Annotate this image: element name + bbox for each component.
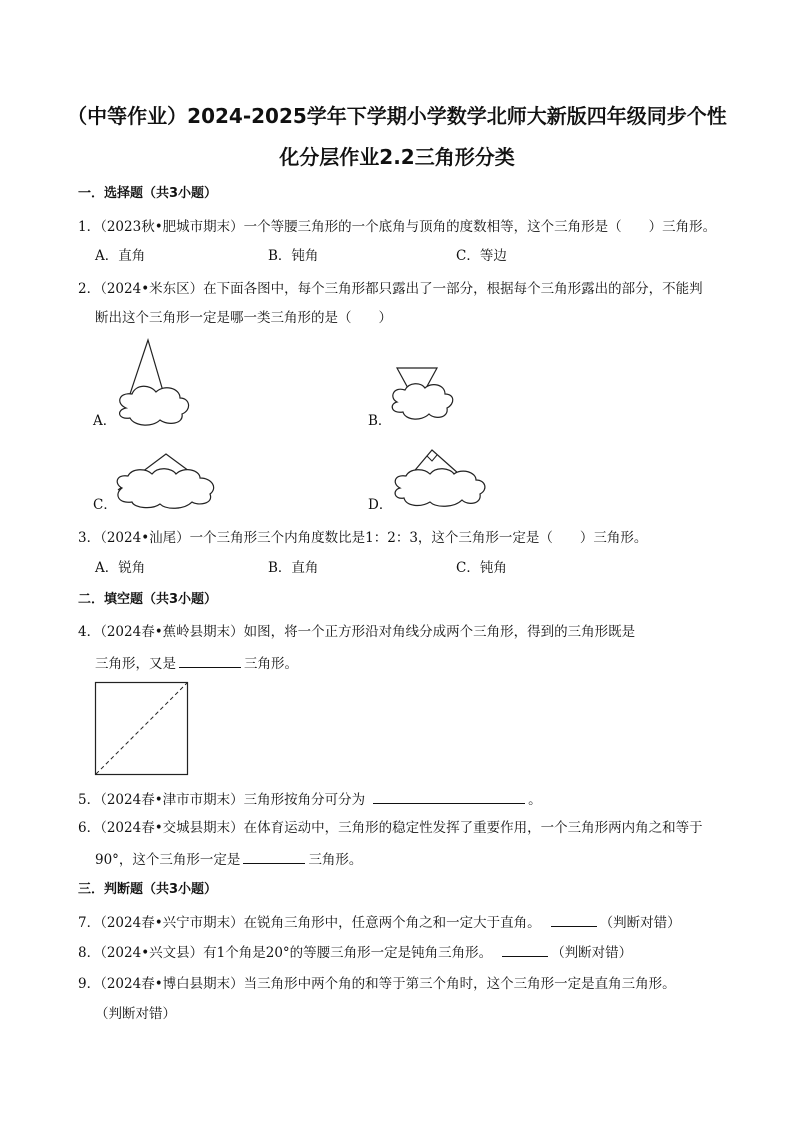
question-6-answer-blank[interactable] xyxy=(243,849,305,864)
question-2-figure-c xyxy=(112,452,222,510)
question-1-option-b: B．钝角 xyxy=(268,248,319,264)
question-9-text-line-1: 9．（2024春•博白县期末）当三角形中两个角的和等于第三个角时，这个三角形一定是直角三角形。 xyxy=(78,976,676,992)
question-2-label-b: B． xyxy=(368,413,392,429)
question-8-answer-blank[interactable] xyxy=(502,942,548,957)
question-1-option-c: C．等边 xyxy=(456,248,507,264)
question-4-text-line-1: 4．（2024春•蕉岭县期末）如图，将一个正方形沿对角线分成两个三角形，得到的三角形既是 xyxy=(78,624,636,640)
question-5-text-b: 。 xyxy=(528,792,542,808)
question-2-figure-b xyxy=(385,362,475,432)
question-2-text-line-1: 2．（2024•米东区）在下面各图中，每个三角形都只露出了一部分，根据每个三角形露出的部分，不能判 xyxy=(78,281,703,297)
question-4-answer-blank[interactable] xyxy=(179,653,241,668)
question-6-text-b: 三角形。 xyxy=(308,852,363,868)
question-4-square-figure xyxy=(95,682,189,776)
section-heading-fill: 二．填空题（共3小题） xyxy=(78,592,218,607)
section-heading-judge: 三．判断题（共3小题） xyxy=(78,882,218,897)
question-6-text-line-2 xyxy=(95,849,362,869)
question-1-text: 1．（2023秋•肥城市期末）一个等腰三角形的一个底角与顶角的度数相等，这个三角形是（ ）三角形。 xyxy=(78,219,717,235)
section-heading-choice: 一．选择题（共3小题） xyxy=(78,186,218,201)
question-2-figure-d xyxy=(390,444,490,510)
question-5-answer-blank[interactable] xyxy=(373,789,525,804)
question-6-text-line-1: 6．（2024春•交城县期末）在体育运动中，三角形的稳定性发挥了重要作用，一个三角形两内角之和等于 xyxy=(78,820,703,836)
question-4-text-b: 三角形。 xyxy=(244,656,298,672)
question-8-text-b: （判断对错） xyxy=(551,945,633,961)
question-8-text xyxy=(78,942,632,962)
question-7-text xyxy=(78,912,681,932)
question-8-text-a: 8．（2024•兴文县）有1个角是20°的等腰三角形一定是钝角三角形。 xyxy=(78,945,493,961)
question-4-text-a: 三角形，又是 xyxy=(95,656,176,672)
question-2-text-line-2: 断出这个三角形一定是哪一类三角形的是（ ） xyxy=(95,310,392,326)
question-1-option-a: A．直角 xyxy=(95,248,146,264)
question-2-label-c: C． xyxy=(93,497,117,513)
question-5-text-a: 5．（2024春•津市市期末）三角形按角分可分为 xyxy=(78,792,366,808)
question-2-label-a: A． xyxy=(93,413,117,429)
question-3-text: 3．（2024•汕尾）一个三角形三个内角度数比是1：2：3，这个三角形一定是（ ）三角形。 xyxy=(78,530,648,546)
document-title-line-2: 化分层作业2.2三角形分类 xyxy=(279,145,515,169)
question-4-text-line-2 xyxy=(95,653,298,673)
question-3-option-a: A．锐角 xyxy=(95,560,146,576)
question-7-text-b: （判断对错） xyxy=(599,915,681,931)
question-2-label-d: D． xyxy=(368,497,393,513)
question-9-text-line-2: （判断对错） xyxy=(95,1006,176,1022)
question-2-figure-a xyxy=(110,338,200,428)
question-3-option-c: C．钝角 xyxy=(456,560,507,576)
document-title-line-1: （中等作业）2024-2025学年下学期小学数学北师大新版四年级同步个性 xyxy=(67,104,727,128)
question-7-text-a: 7．（2024春•兴宁市期末）在锐角三角形中，任意两个角之和一定大于直角。 xyxy=(78,915,541,931)
question-7-answer-blank[interactable] xyxy=(551,912,597,927)
question-6-text-a: 90°，这个三角形一定是 xyxy=(95,852,241,868)
question-5-text xyxy=(78,789,542,809)
question-3-option-b: B．直角 xyxy=(268,560,319,576)
